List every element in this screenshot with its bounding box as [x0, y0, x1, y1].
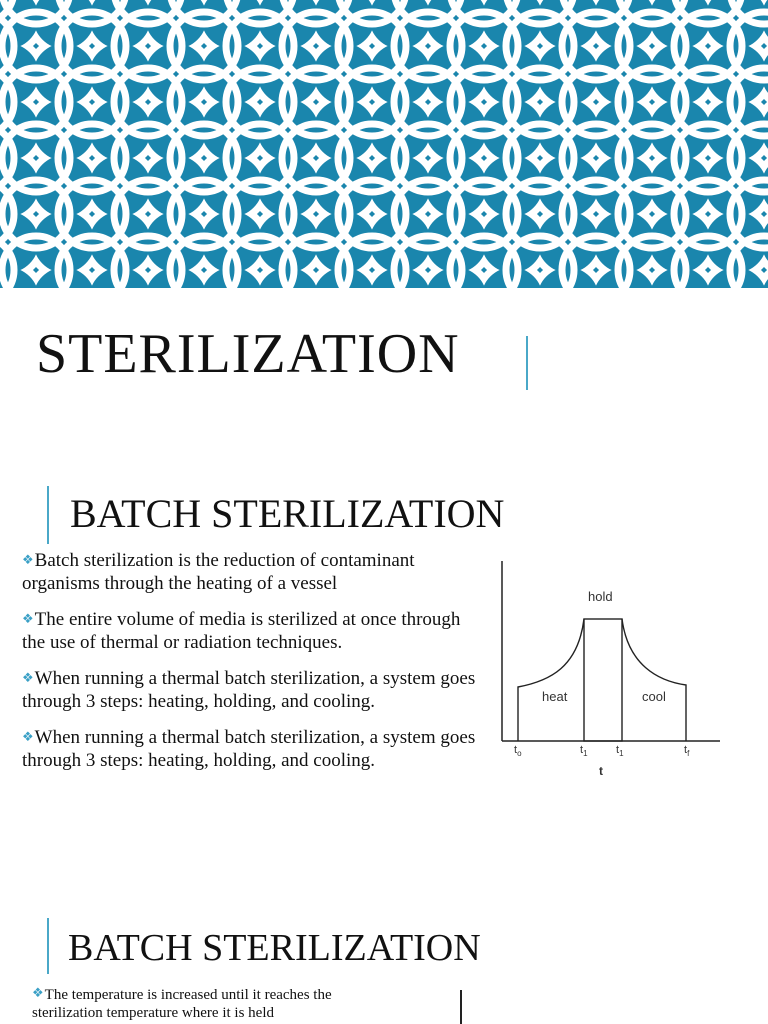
- hold-plateau: [584, 619, 622, 741]
- tick-label: $t_o$: [514, 744, 522, 758]
- list-item: ❖The temperature is increased until it reaches the sterilization temperature where it is held: [32, 985, 332, 1021]
- accent-divider: [526, 336, 528, 390]
- bullet-list: [32, 984, 382, 1022]
- decorative-banner: [0, 0, 768, 288]
- page-title: STERILIZATION: [36, 323, 460, 385]
- list-item: ❖The entire volume of media is sterilized at once through the use of thermal or radiation techniques.: [22, 609, 461, 653]
- accent-divider: [47, 918, 49, 974]
- cool-label: cool: [642, 689, 666, 704]
- hold-label: hold: [588, 589, 613, 604]
- diamond-bullet-icon: ❖: [22, 729, 34, 744]
- accent-divider: [47, 486, 49, 544]
- bullet-list: [22, 548, 482, 784]
- heat-label: heat: [542, 689, 568, 704]
- diamond-bullet-icon: ❖: [32, 985, 44, 1000]
- tick-label: $t_1$: [616, 744, 624, 758]
- diamond-bullet-icon: ❖: [22, 670, 34, 685]
- heat-curve: [518, 619, 584, 741]
- diamond-bullet-icon: ❖: [22, 611, 34, 626]
- axis-label: t: [599, 764, 603, 778]
- section-title: BATCH STERILIZATION: [70, 491, 505, 536]
- diamond-bullet-icon: ❖: [22, 552, 34, 567]
- section-title: BATCH STERILIZATION: [68, 927, 481, 969]
- cool-curve: [622, 619, 686, 741]
- figure-axis-fragment: [460, 990, 462, 1024]
- list-item: ❖Batch sterilization is the reduction of contaminant organisms through the heating of a vessel: [22, 550, 415, 594]
- list-item: ❖When running a thermal batch sterilization, a system goes through 3 steps: heating, holding, and cooling.: [22, 727, 476, 771]
- list-item: ❖When running a thermal batch sterilization, a system goes through 3 steps: heating, holding, and cooling.: [22, 668, 476, 712]
- tick-label: $t_f$: [684, 744, 690, 758]
- tick-label: $t_1$: [580, 744, 588, 758]
- temperature-profile-figure: [490, 555, 730, 785]
